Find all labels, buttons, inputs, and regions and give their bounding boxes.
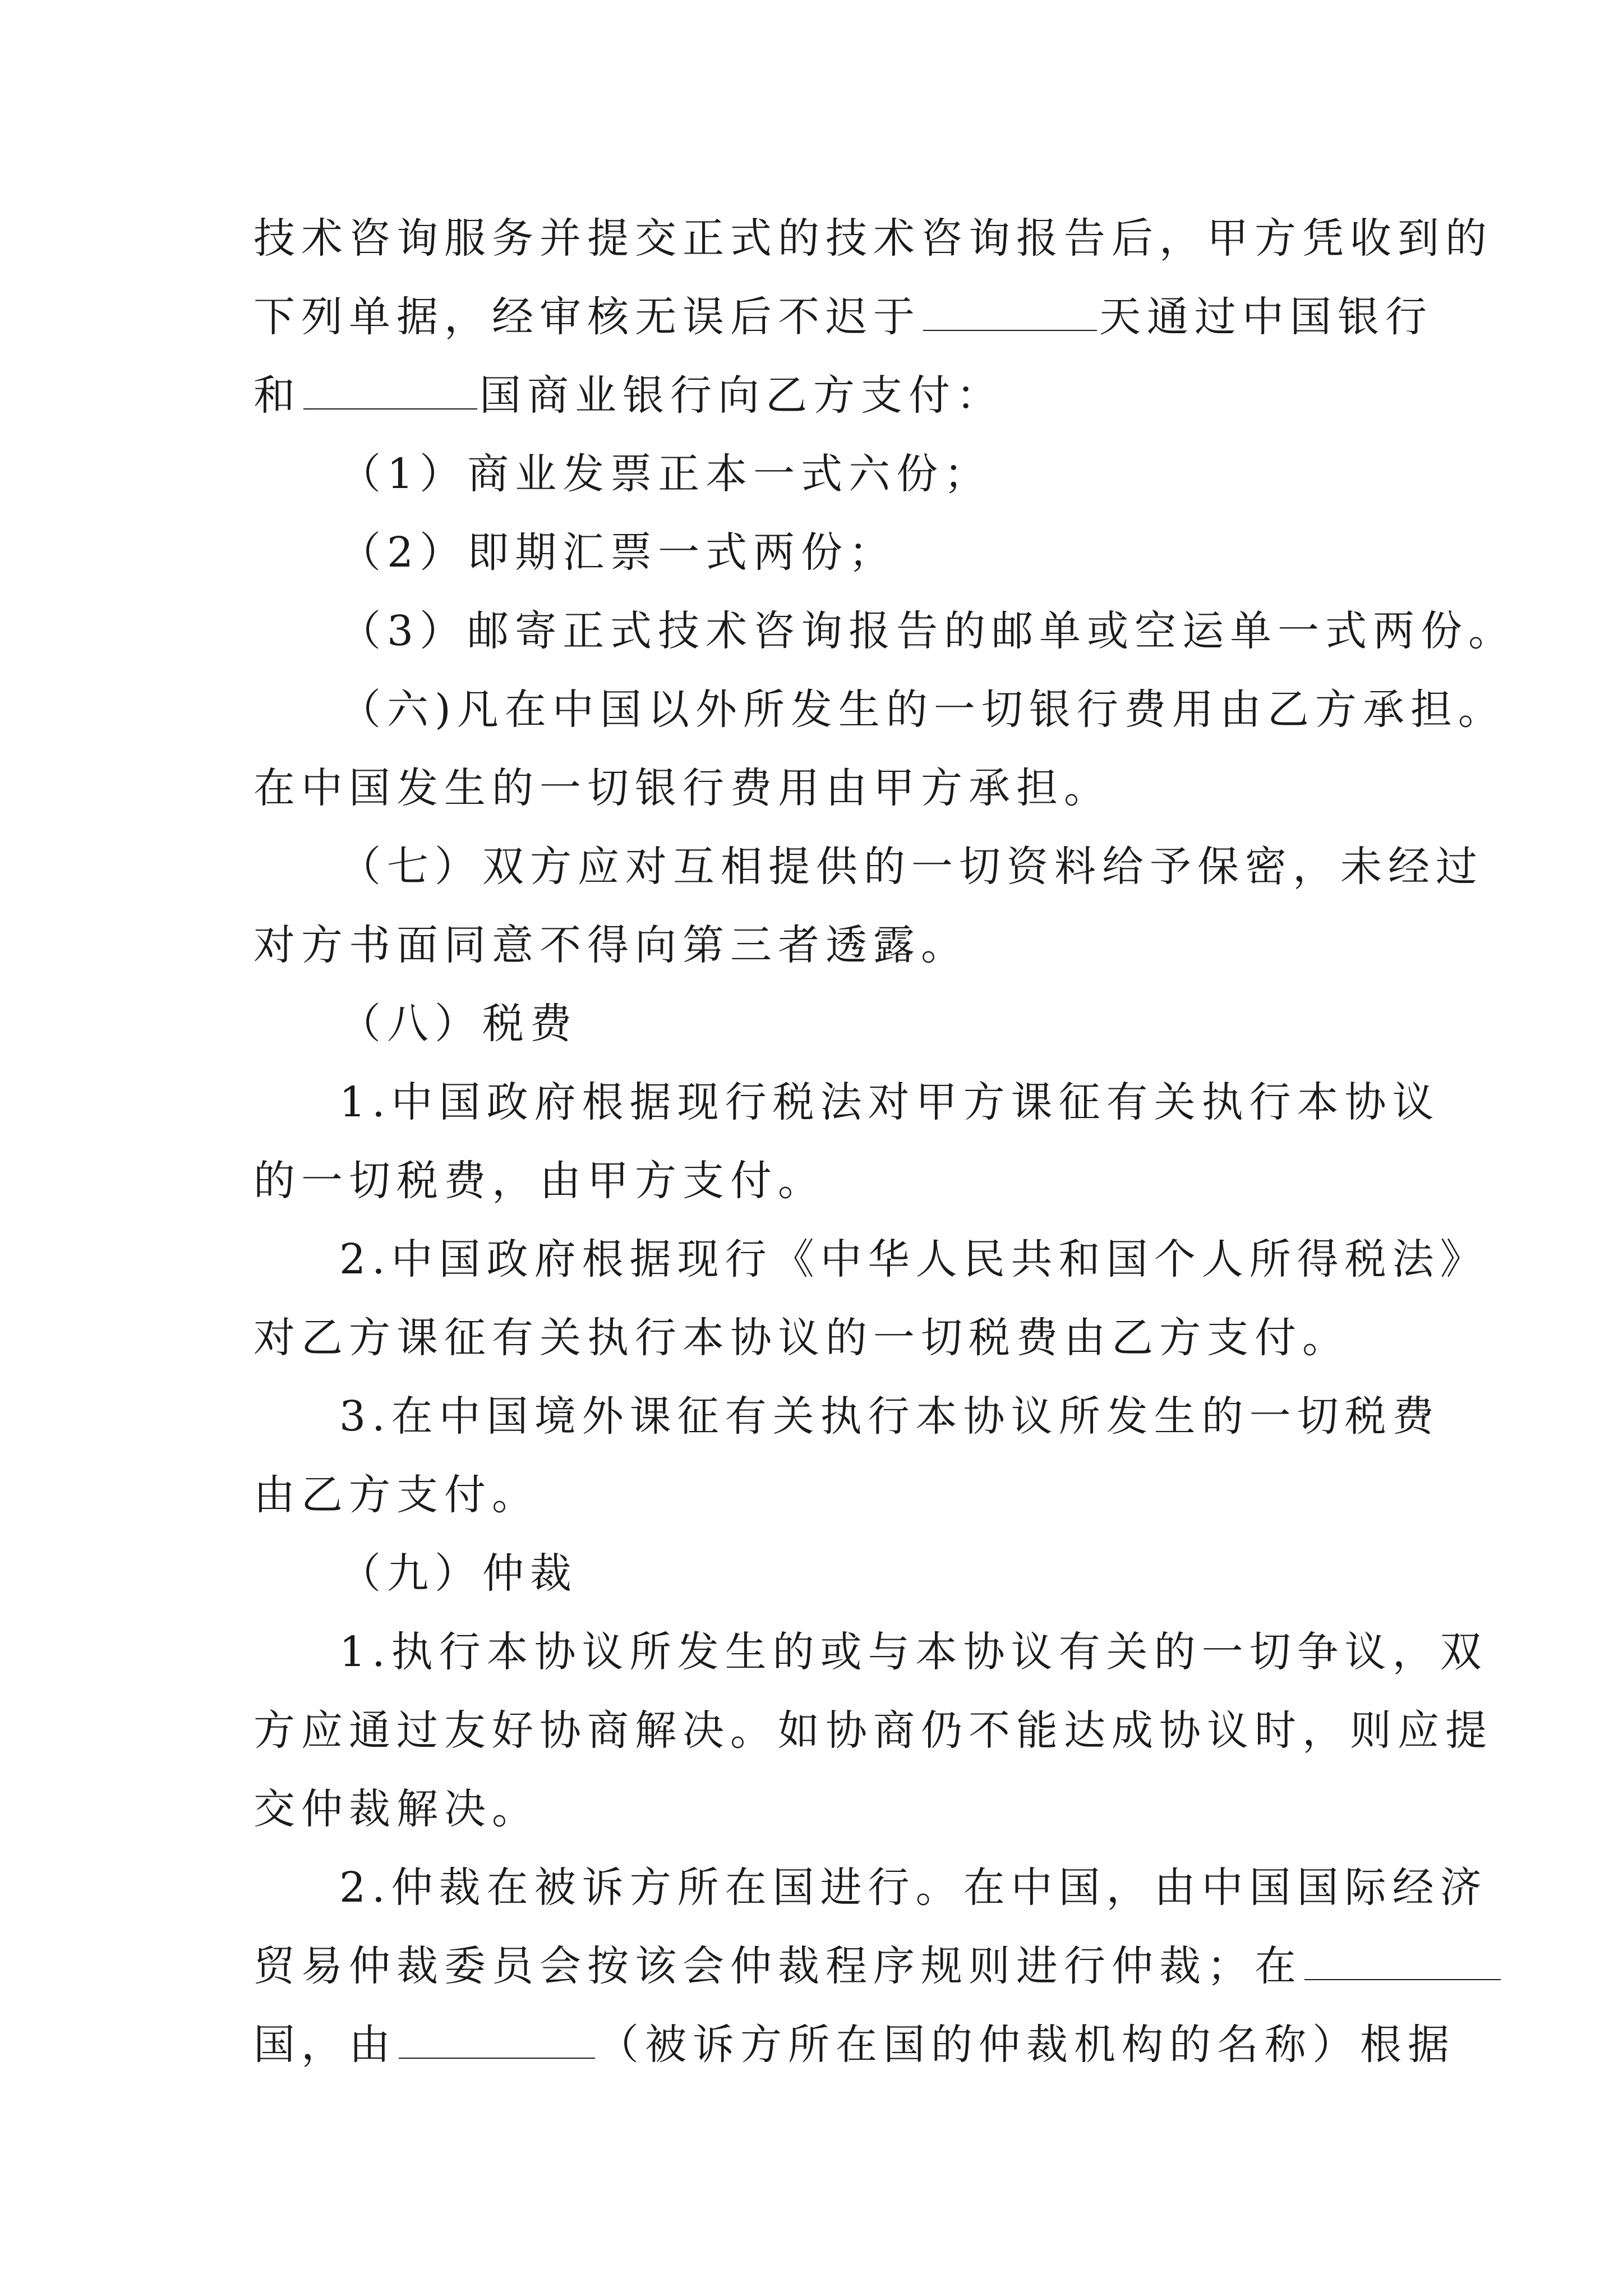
text-line — [253, 1691, 1493, 1770]
text-segment: 的一切税费，由甲方支付。 — [253, 1157, 826, 1205]
text-segment: （六)凡在中国以外所发生的一切银行费用由乙方承担。 — [339, 685, 1506, 734]
text-segment: 2.中国政府根据现行《中华人民共和国个人所得税法》 — [339, 1235, 1488, 1283]
blank-field — [1304, 1940, 1501, 1980]
text-line — [253, 1456, 1386, 1534]
numbered-item — [339, 1220, 1488, 1299]
text-segment: （被诉方所在国的仲裁机构的名称）根据 — [597, 2021, 1455, 2069]
text-line — [253, 2005, 1455, 2084]
text-segment: 3.在中国境外课征有关执行本协议所发生的一切税费 — [339, 1392, 1440, 1441]
numbered-item — [339, 1063, 1472, 1142]
text-segment: 由乙方支付。 — [253, 1471, 540, 1519]
text-segment: 国，由 — [253, 2021, 396, 2069]
text-segment: 和 — [253, 371, 301, 420]
text-segment: 下列单据，经审核无误后不迟于 — [253, 293, 921, 341]
text-segment: 国商业银行向乙方支付： — [479, 371, 1004, 420]
text-segment: （2）即期汇票一式两份； — [339, 528, 897, 577]
text-line — [253, 356, 1386, 435]
text-segment: 1.中国政府根据现行税法对甲方课征有关执行本协议 — [339, 1078, 1440, 1126]
text-line — [253, 1770, 1386, 1848]
numbered-item — [339, 1377, 1472, 1456]
text-line — [253, 749, 1386, 827]
numbered-item — [339, 1848, 1488, 1927]
text-segment: 对方书面同意不得向第三者透露。 — [253, 921, 969, 969]
numbered-item — [339, 1613, 1488, 1691]
text-line — [253, 278, 1433, 356]
text-segment: （七）双方应对互相提供的一切资料给予保密，未经过 — [339, 843, 1483, 891]
text-segment: 贸易仲裁委员会按该会仲裁程序规则进行仲裁；在 — [253, 1942, 1302, 1990]
text-line — [253, 199, 1493, 278]
text-segment: 方应通过友好协商解决。如协商仍不能达成协议时，则应提 — [253, 1706, 1493, 1755]
text-segment: 2.仲裁在被诉方所在国进行。在中国，由中国国际经济 — [339, 1864, 1488, 1912]
text-segment: 技术咨询服务并提交正式的技术咨询报告后，甲方凭收到的 — [253, 214, 1493, 263]
clause-heading-line — [339, 670, 1506, 749]
list-item — [339, 592, 1516, 670]
text-segment: 天通过中国银行 — [1099, 293, 1433, 341]
text-segment: 对乙方课征有关执行本协议的一切税费由乙方支付。 — [253, 1314, 1350, 1362]
section-heading — [339, 984, 1472, 1063]
text-segment: 1.执行本协议所发生的或与本协议有关的一切争议，双 — [339, 1628, 1488, 1676]
text-line — [253, 1927, 1386, 2005]
text-segment: 交仲裁解决。 — [253, 1785, 540, 1833]
text-segment: （1）商业发票正本一式六份； — [339, 450, 992, 498]
clause-heading-line — [339, 827, 1483, 906]
blank-field — [399, 2018, 595, 2059]
list-item — [339, 435, 1472, 513]
text-line — [253, 1142, 1386, 1220]
text-segment: （九）仲裁 — [339, 1549, 578, 1598]
text-segment: （3）邮寄正式技术咨询报告的邮单或空运单一式两份。 — [339, 607, 1516, 655]
blank-field — [303, 369, 477, 409]
text-line — [253, 1299, 1386, 1377]
text-segment: 在中国发生的一切银行费用由甲方承担。 — [253, 764, 1112, 812]
list-item — [339, 513, 1472, 592]
section-heading — [339, 1534, 1472, 1613]
text-segment: （八）税费 — [339, 1000, 578, 1048]
text-line — [253, 906, 1386, 984]
blank-field — [923, 291, 1097, 331]
